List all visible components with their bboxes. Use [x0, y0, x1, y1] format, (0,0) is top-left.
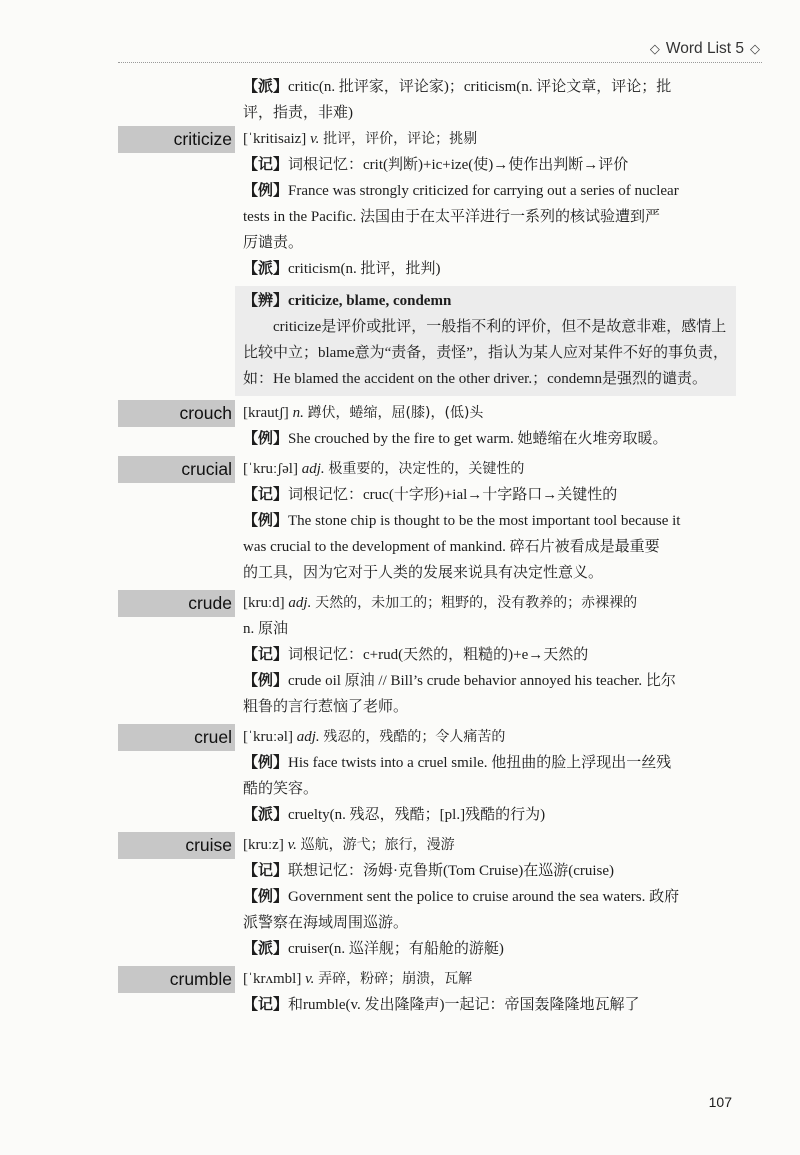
- part-of-speech: v.: [310, 131, 320, 147]
- entry-line: [0, 910, 800, 936]
- pronunciation: [ˈkruːəl]: [243, 729, 293, 745]
- entry-tag: 【例】: [243, 889, 289, 905]
- entry-tag: 【记】: [243, 863, 289, 879]
- entry-text: 词根记忆：crit(判断)+ic+ize(使)→使作出判断→评价: [288, 157, 629, 173]
- definition: 极重要的，决定性的，关键性的: [328, 461, 525, 477]
- entry-text: 派警察在海域周围巡游。: [243, 915, 409, 931]
- entry-tag: 【记】: [243, 487, 289, 503]
- definition: 批评，评价，评论；挑剔: [323, 131, 478, 147]
- entry-text: 联想记忆：汤姆·克鲁斯(Tom Cruise)在巡游(cruise): [288, 863, 615, 879]
- entry-text: cruiser(n. 巡洋舰；有船舱的游艇): [288, 941, 504, 957]
- entry-line: [0, 694, 800, 720]
- pronunciation: [kruːz]: [243, 837, 284, 853]
- continuation-text: critic(n. 批评家，评论家)；criticism(n. 评论文章，评论；批: [288, 79, 672, 95]
- continuation-line: [0, 74, 800, 100]
- entry-tag: 【记】: [243, 157, 289, 173]
- definition: 残忍的，残酷的；令人痛苦的: [323, 729, 506, 745]
- entry-line: [0, 776, 800, 802]
- entry-line: [0, 858, 800, 884]
- entry-line: [0, 204, 800, 230]
- header-title: Word List 5: [665, 40, 744, 57]
- entry-text: n. 原油: [243, 621, 289, 637]
- entry-tag: 【例】: [243, 183, 289, 199]
- part-of-speech: v.: [287, 837, 297, 853]
- entry-text: The stone chip is thought to be the most important tool because it: [288, 513, 681, 529]
- entry-line: [0, 256, 800, 282]
- headword-label: cruel: [118, 724, 235, 751]
- running-header: [650, 36, 760, 62]
- entry-line: [0, 802, 800, 828]
- headword-label: crude: [118, 590, 235, 617]
- entry-tag: 【例】: [243, 673, 289, 689]
- entry-text: 厉谴责。: [243, 235, 304, 251]
- entry-line: [0, 152, 800, 178]
- entry-text: 词根记忆：c+rud(天然的，粗糙的)+e→天然的: [288, 647, 589, 663]
- entry-line: [0, 668, 800, 694]
- entry-text: tests in the Pacific. 法国由于在太平洋进行一系列的核试验遭到严: [243, 209, 661, 225]
- entry-text: 和rumble(v. 发出隆隆声)一起记：帝国轰隆隆地瓦解了: [288, 997, 640, 1013]
- dictionary-entry: [0, 400, 800, 452]
- part-of-speech: adj.: [301, 461, 325, 477]
- pronunciation: [ˈkruːʃəl]: [243, 461, 298, 477]
- entry-tag: 【记】: [243, 647, 289, 663]
- entry-text: crude oil 原油 // Bill’s crude behavior annoyed his teacher. 比尔: [288, 673, 676, 689]
- page-number: 107: [708, 1094, 732, 1110]
- entry-line: [0, 482, 800, 508]
- continuation-line: [0, 100, 800, 126]
- part-of-speech: v.: [305, 971, 315, 987]
- entry-text: His face twists into a cruel smile. 他扭曲的脸上浮现出一丝残: [288, 755, 672, 771]
- entry-text: 的工具，因为它对于人类的发展来说具有决定性意义。: [243, 565, 604, 581]
- pronunciation: [ˈkrʌmbl]: [243, 971, 302, 987]
- entry-tag: 【派】: [243, 807, 289, 823]
- pronunciation: [krautʃ]: [243, 405, 289, 421]
- dictionary-entry: [0, 724, 800, 828]
- dictionary-entry: [0, 590, 800, 720]
- headword-label: crouch: [118, 400, 235, 427]
- entry-line: [0, 616, 800, 642]
- part-of-speech: adj.: [288, 595, 312, 611]
- entry-line: [0, 426, 800, 452]
- entry-tag: 【派】: [243, 79, 289, 95]
- note-body: criticize是评价或批评，一般指不利的评价，但不是故意非难，感情上比较中立；blame意为“责备，责怪”，指认为某人应对某件不好的事负责，如：He blamed the accident on the other driver.；condemn是强烈的谴责。: [243, 319, 728, 387]
- definition: 弄碎，粉碎；崩溃，瓦解: [318, 971, 473, 987]
- entry-tag: 【例】: [243, 431, 289, 447]
- entry-tag: 【例】: [243, 755, 289, 771]
- entry-tag: 【派】: [243, 941, 289, 957]
- pronunciation: [ˈkritisaiz]: [243, 131, 307, 147]
- continuation-text: 评，指责，非难): [243, 105, 353, 121]
- entry-text: cruelty(n. 残忍，残酷；[pl.]残酷的行为): [288, 807, 546, 823]
- entry-line: [0, 178, 800, 204]
- pronunciation: [kruːd]: [243, 595, 285, 611]
- entry-text: criticism(n. 批评，批判): [288, 261, 441, 277]
- entry-line: [0, 230, 800, 256]
- definition: 巡航，游弋；旅行，漫游: [300, 837, 455, 853]
- diamond-icon-left: ◇: [649, 41, 660, 56]
- entry-tag: 【派】: [243, 261, 289, 277]
- word-list-content: [0, 74, 800, 1022]
- part-of-speech: n.: [292, 405, 304, 421]
- headword-label: criticize: [118, 126, 235, 153]
- entry-tag: 【例】: [243, 513, 289, 529]
- entry-line: [0, 992, 800, 1018]
- distinction-note: [235, 286, 736, 396]
- headword-label: cruise: [118, 832, 235, 859]
- entry-line: [0, 560, 800, 586]
- entry-line: [0, 642, 800, 668]
- headword-label: crucial: [118, 456, 235, 483]
- entry-tag: 【记】: [243, 997, 289, 1013]
- entry-text: 词根记忆：cruc(十字形)+ial→十字路口→关键性的: [288, 487, 618, 503]
- dictionary-entry: [0, 832, 800, 962]
- entry-line: [0, 884, 800, 910]
- part-of-speech: adj.: [296, 729, 320, 745]
- dictionary-entry: [0, 456, 800, 586]
- note-head: criticize, blame, condemn: [288, 293, 452, 309]
- definition: 蹲伏，蜷缩，屈(膝)，(低)头: [307, 405, 484, 421]
- entry-text: France was strongly criticized for carrying out a series of nuclear: [288, 183, 679, 199]
- entry-text: Government sent the police to cruise around the sea waters. 政府: [288, 889, 680, 905]
- dictionary-entry: [0, 126, 800, 396]
- note-tag: 【辨】: [243, 293, 289, 309]
- entry-text: 酷的笑容。: [243, 781, 319, 797]
- entry-line: [0, 750, 800, 776]
- continuation-block: [0, 74, 800, 126]
- entry-text: 粗鲁的言行惹恼了老师。: [243, 699, 409, 715]
- entry-line: [0, 534, 800, 560]
- entry-line: [0, 936, 800, 962]
- dictionary-entry: [0, 966, 800, 1018]
- headword-label: crumble: [118, 966, 235, 993]
- definition: 天然的，未加工的；粗野的，没有教养的；赤裸裸的: [315, 595, 638, 611]
- entry-text: was crucial to the development of mankind. 碎石片被看成是最重要: [243, 539, 660, 555]
- diamond-icon-right: ◇: [750, 41, 760, 56]
- header-rule: [118, 62, 762, 63]
- note-heading: [243, 288, 728, 314]
- entry-text: She crouched by the fire to get warm. 她蜷缩在火堆旁取暖。: [288, 431, 668, 447]
- entry-line: [0, 508, 800, 534]
